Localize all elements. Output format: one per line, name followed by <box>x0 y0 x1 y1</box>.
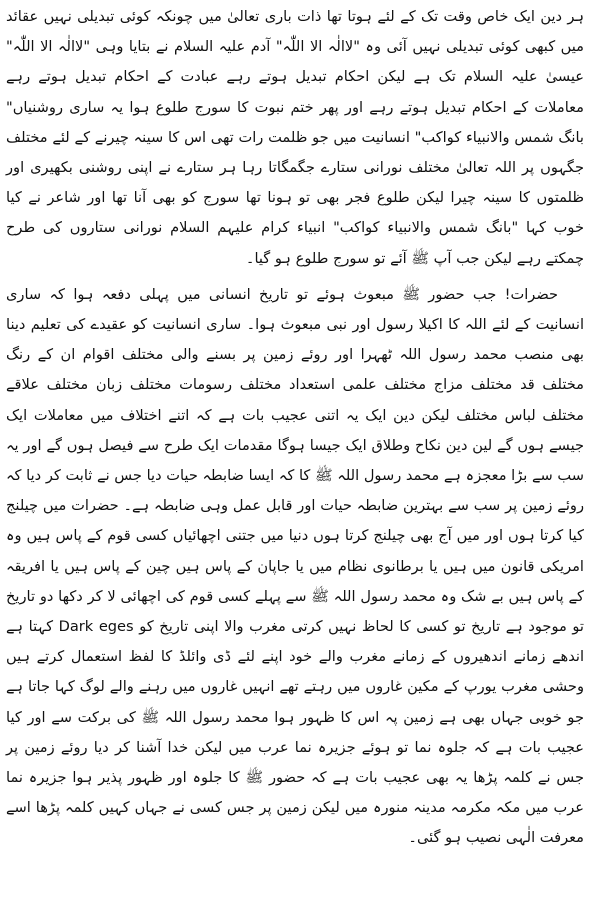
paragraph-2: حضرات! جب حضور ﷺ مبعوث ہوئے تو تاریخ انسانی میں پہلی دفعہ ہوا کہ ساری انسانیت کے لئے اللہ کا اکیلا رسول اور نبی مبعوث ہوا۔ ساری انسانیت کو عقیدے کی تعلیم دینا بھی منصب محمد رسول اللہ ٹھہرا اور روئے زمین پر بسنے والی مختلف اقوام ان کے رنگ مختلف قد مختلف مزاج مختلف علمی استعداد مختلف رسومات مختلف زبان مختلف علاقے مختلف لباس مختلف لیکن دین ایک یہ اتنی عجیب بات ہے کہ اتنے اختلاف میں معاملات ایک جیسے ہوں گے لین دین نکاح وطلاق ایک جیسا ہوگا مقدمات ایک طرح سے فیصل ہوں گے اور یہ سب سے بڑا معجزہ ہے محمد رسول اللہ ﷺ کا کہ ایسا ضابطہ حیات دیا جس نے ثابت کر دیا کہ روئے زمین پر سب سے بہترین ضابطہ حیات اور قابل عمل وہی ضابطہ ہے۔ حضرات میں چیلنج کیا کرتا ہوں اور میں آج بھی چیلنج کرتا ہوں دنیا میں جتنی اچھائیاں کسی قوم کے پاس ہیں وہ امریکی قانون میں ہیں یا برطانوی نظام میں یا جاپان کے پاس ہیں چین کے پاس ہیں یا افریقہ کے پاس ہیں بے شک وہ محمد رسول اللہ ﷺ سے پہلے کسی قوم کی اچھائی لا کر دکھا دو تاریخ تو موجود ہے تاریخ تو کسی کا لحاظ نہیں کرتی مغرب والا اپنی تاریخ کو Dark eges کہتا ہے اندھے زمانے اندھیروں کے زمانے مغرب والے خود اپنے لئے ڈی وائلڈ کا لفظ استعمال کرتے ہیں وحشی مغرب یورپ کے مکین غاروں میں رہتے تھے انہیں غاروں میں رہنے والے لوگ کہا جاتا ہے جو خوبی جہاں بھی ہے زمین پہ اس کا ظہور ہوا محمد رسول اللہ ﷺ کی برکت سے اور کیا عجیب بات ہے کہ جلوہ نما تو ہوئے جزیرہ نما عرب میں لیکن خدا آشنا کر دیا روئے زمین پر جس نے کلمہ پڑھا یہ بھی عجیب بات ہے کہ حضور ﷺ کا جلوہ اور ظہور پذیر ہوا جزیرہ نما عرب میں مکہ مکرمہ مدینہ منورہ میں لیکن زمین پر جس کسی نے جہاں کہیں کلمہ پڑھا اسے معرفت الٰہی نصیب ہو گئی۔ <box>6 285 584 847</box>
urdu-text-page <box>6 2 584 904</box>
paragraph-1: ہر دین ایک خاص وقت تک کے لئے ہوتا تھا ذات باری تعالیٰ میں چونکہ کوئی تبدیلی نہیں عقائد میں کبھی کوئی تبدیلی نہیں آئی وہ "لاالٰہ الا اللّٰہ" آدم علیہ السلام نے بتایا وہی "لاالٰہ الا اللّٰہ" عیسیٰ علیہ السلام تک ہے لیکن احکام تبدیل ہوتے رہے عبادت کے احکام تبدیل ہوتے رہے معاملات کے احکام تبدیل ہوتے رہے اور پھر ختم نبوت کا سورج طلوع ہوا یہ ساری روشنیاں" بانگ شمس والانبیاء کواکب" انسانیت میں جو ظلمت رات تھی اس کا سینہ چیرنے کے لئے مختلف جگہوں پر اللہ تعالیٰ مختلف نورانی ستارے جگمگاتا رہا ہر ستارے نے اپنی روشنی بکھیری اور ظلمتوں کا سینہ چیرا لیکن طلوع فجر بھی تو ہونا تھا سورج کو بھی آنا تھا اور شاعر نے کیا خوب کہا "بانگ شمس والانبیاء کواکب" انبیاء کرام علیہم السلام نورانی ستاروں کی طرح چمکتے رہے لیکن جب آپ ﷺ آئے تو سورج طلوع ہو گیا۔ <box>6 8 584 267</box>
